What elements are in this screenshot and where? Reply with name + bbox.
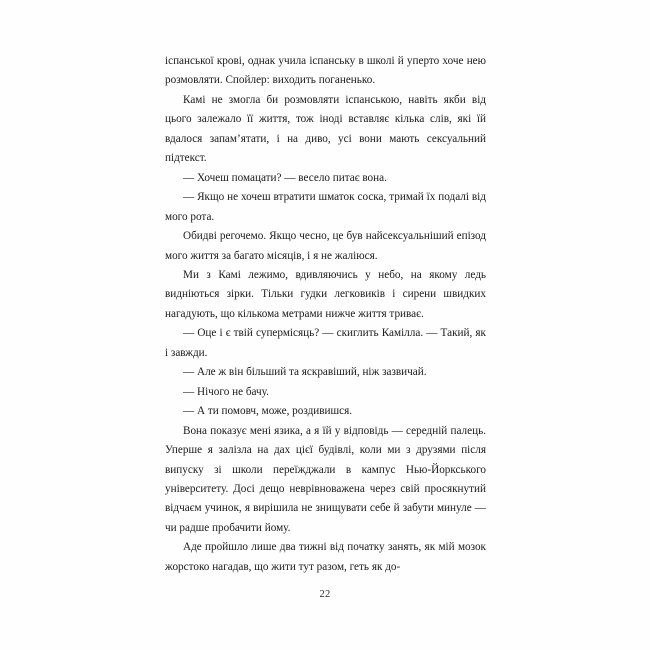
- dialogue-line: — А ти помовч, може, роздивишся.: [183, 405, 353, 418]
- page-number: 22: [319, 589, 331, 600]
- paragraph: Вона показує мені язика, а я їй у відповідь — середній палець. Уперше я залізла на дах цієї будівлі, коли ми з друзями після випуску зі школи переїжджали в кампус Нью-Йоркського університету. Досі дещо неврівноважена через свій просякнутий відчаєм учинок, я вирішила не знищувати себе й забути минуле — чи радше пробачити йому.: [165, 424, 486, 534]
- dialogue-line: — Але ж він більший та яскравіший, ніж зазвичай.: [183, 366, 427, 379]
- dialogue-line: — Якщо не хочеш втратити шматок соска, тримай їх подалі від мого рота.: [165, 191, 486, 223]
- dialogue-line: — Хочеш помацати? — весело питає вона.: [183, 171, 387, 184]
- paragraph: Камі не змогла би розмовляти іспанською, навіть якби від цього залежало її життя, тож іноді вставляє кілька слів, які їй вдалося запам’ятати, і на диво, усі вони мають сексуальний підтекст.: [165, 93, 486, 165]
- page-text-block: [165, 52, 486, 577]
- paragraph: Аде пройшло лише два тижні від початку занять, як мій мозок жорстоко нагадав, що жити тут разом, геть як до-: [165, 541, 486, 573]
- paragraph: Ми з Камі лежимо, вдивляючись у небо, на якому ледь видніються зірки. Тільки гудки легковиків і сирени швидких нагадують, що кількома метрами нижче життя триває.: [165, 268, 486, 320]
- dialogue-line: — Нічого не бачу.: [183, 385, 269, 398]
- dialogue-line: — Оце і є твій супермісяць? — скиглить Камілла. — Такий, як і завжди.: [165, 327, 486, 359]
- paragraph: Обидві регочемо. Якщо чесно, це був найсексуальніший епізод мого життя за багато місяців, і я не жаліюся.: [165, 230, 486, 262]
- paragraph: іспанської крові, однак учила іспанську в школі й уперто хоче нею розмовляти. Спойлер: виходить поганенько.: [165, 55, 486, 87]
